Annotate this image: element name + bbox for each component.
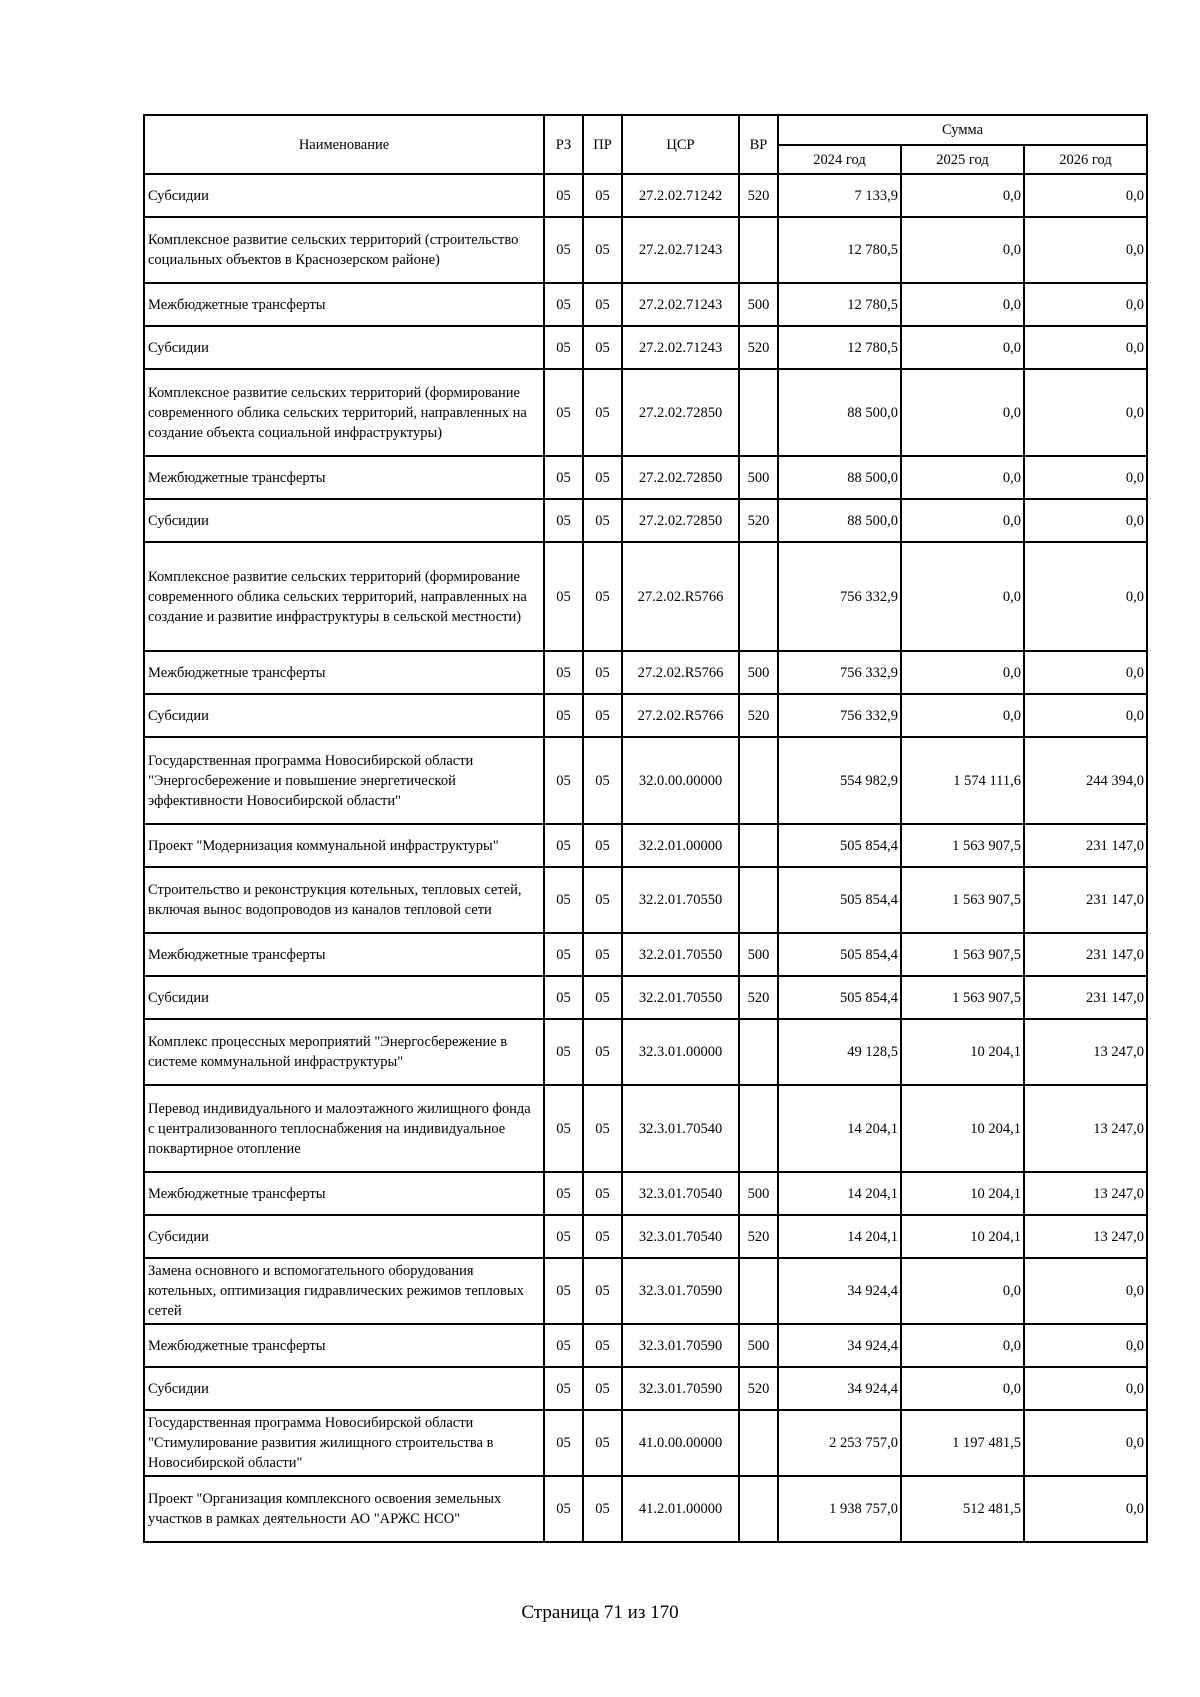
table-row [144, 499, 1147, 542]
cell-2026: 13 247,0 [1024, 1172, 1147, 1215]
cell-name: Межбюджетные трансферты [144, 456, 544, 499]
cell-pr: 05 [583, 369, 622, 456]
table-row [144, 1019, 1147, 1085]
table-row [144, 694, 1147, 737]
cell-csr: 27.2.02.R5766 [622, 694, 739, 737]
cell-vr [739, 217, 778, 283]
cell-2026: 231 147,0 [1024, 824, 1147, 867]
cell-csr: 27.2.02.R5766 [622, 542, 739, 651]
cell-name: Перевод индивидуального и малоэтажного жилищного фонда с централизованного теплоснабжения на индивидуальное поквартирное отопление [144, 1085, 544, 1172]
cell-2026: 0,0 [1024, 1258, 1147, 1324]
cell-pr: 05 [583, 737, 622, 824]
cell-vr: 520 [739, 976, 778, 1019]
cell-rz: 05 [544, 737, 583, 824]
table-row [144, 1476, 1147, 1542]
cell-2026: 0,0 [1024, 694, 1147, 737]
cell-name: Проект "Организация комплексного освоения земельных участков в рамках деятельности АО "АРЖС НСО" [144, 1476, 544, 1542]
table-row [144, 542, 1147, 651]
cell-rz: 05 [544, 933, 583, 976]
cell-2024: 88 500,0 [778, 499, 901, 542]
cell-csr: 32.0.00.00000 [622, 737, 739, 824]
cell-2026: 0,0 [1024, 1410, 1147, 1476]
cell-2024: 34 924,4 [778, 1367, 901, 1410]
cell-csr: 32.3.01.00000 [622, 1019, 739, 1085]
cell-2026: 13 247,0 [1024, 1085, 1147, 1172]
cell-2025: 0,0 [901, 1258, 1024, 1324]
cell-2025: 1 563 907,5 [901, 976, 1024, 1019]
cell-vr: 500 [739, 456, 778, 499]
table-row [144, 326, 1147, 369]
cell-csr: 27.2.02.71243 [622, 283, 739, 326]
cell-2026: 0,0 [1024, 456, 1147, 499]
cell-2025: 0,0 [901, 456, 1024, 499]
budget-table-page [143, 114, 1146, 1543]
cell-2024: 34 924,4 [778, 1324, 901, 1367]
cell-2026: 0,0 [1024, 217, 1147, 283]
cell-rz: 05 [544, 1410, 583, 1476]
cell-2024: 505 854,4 [778, 933, 901, 976]
cell-vr: 520 [739, 694, 778, 737]
cell-rz: 05 [544, 174, 583, 217]
cell-2025: 0,0 [901, 1367, 1024, 1410]
cell-2026: 0,0 [1024, 283, 1147, 326]
cell-2026: 0,0 [1024, 369, 1147, 456]
cell-2025: 1 563 907,5 [901, 933, 1024, 976]
cell-2025: 0,0 [901, 326, 1024, 369]
cell-pr: 05 [583, 1324, 622, 1367]
cell-vr: 520 [739, 1367, 778, 1410]
cell-vr: 520 [739, 499, 778, 542]
cell-name: Субсидии [144, 694, 544, 737]
cell-rz: 05 [544, 456, 583, 499]
cell-pr: 05 [583, 499, 622, 542]
cell-2025: 0,0 [901, 217, 1024, 283]
cell-rz: 05 [544, 1367, 583, 1410]
cell-2026: 0,0 [1024, 1476, 1147, 1542]
cell-rz: 05 [544, 283, 583, 326]
cell-2024: 7 133,9 [778, 174, 901, 217]
table-row [144, 933, 1147, 976]
cell-csr: 32.2.01.00000 [622, 824, 739, 867]
cell-2026: 231 147,0 [1024, 867, 1147, 933]
cell-pr: 05 [583, 1410, 622, 1476]
cell-csr: 27.2.02.71242 [622, 174, 739, 217]
cell-csr: 27.2.02.71243 [622, 217, 739, 283]
cell-name: Комплексное развитие сельских территорий (формирование современного облика сельских территорий, направленных на создание объекта социальной инфраструктуры) [144, 369, 544, 456]
table-row [144, 369, 1147, 456]
cell-pr: 05 [583, 1215, 622, 1258]
cell-2025: 0,0 [901, 283, 1024, 326]
cell-2026: 0,0 [1024, 326, 1147, 369]
cell-2025: 0,0 [901, 369, 1024, 456]
cell-2024: 12 780,5 [778, 326, 901, 369]
cell-2025: 0,0 [901, 1324, 1024, 1367]
cell-rz: 05 [544, 824, 583, 867]
cell-pr: 05 [583, 694, 622, 737]
cell-2024: 88 500,0 [778, 369, 901, 456]
cell-rz: 05 [544, 651, 583, 694]
cell-vr [739, 1476, 778, 1542]
cell-2024: 49 128,5 [778, 1019, 901, 1085]
cell-rz: 05 [544, 867, 583, 933]
cell-2026: 0,0 [1024, 651, 1147, 694]
cell-rz: 05 [544, 694, 583, 737]
page-number: Страница 71 из 170 [521, 1602, 679, 1623]
cell-csr: 32.3.01.70540 [622, 1172, 739, 1215]
cell-pr: 05 [583, 933, 622, 976]
cell-2024: 505 854,4 [778, 824, 901, 867]
cell-name: Межбюджетные трансферты [144, 1172, 544, 1215]
cell-csr: 27.2.02.72850 [622, 369, 739, 456]
table-row [144, 867, 1147, 933]
cell-2025: 0,0 [901, 651, 1024, 694]
cell-pr: 05 [583, 1258, 622, 1324]
header-year-2026: 2026 год [1024, 145, 1147, 174]
cell-2024: 34 924,4 [778, 1258, 901, 1324]
header-sum: Сумма [778, 115, 1147, 145]
cell-csr: 32.2.01.70550 [622, 976, 739, 1019]
header-rz: РЗ [544, 115, 583, 174]
cell-2024: 756 332,9 [778, 542, 901, 651]
cell-name: Межбюджетные трансферты [144, 651, 544, 694]
cell-2025: 0,0 [901, 174, 1024, 217]
cell-rz: 05 [544, 326, 583, 369]
header-year-2024: 2024 год [778, 145, 901, 174]
table-row [144, 217, 1147, 283]
cell-rz: 05 [544, 1085, 583, 1172]
table-row [144, 1258, 1147, 1324]
cell-name: Межбюджетные трансферты [144, 933, 544, 976]
cell-vr: 500 [739, 933, 778, 976]
cell-2024: 12 780,5 [778, 217, 901, 283]
header-pr: ПР [583, 115, 622, 174]
cell-name: Межбюджетные трансферты [144, 1324, 544, 1367]
cell-2026: 244 394,0 [1024, 737, 1147, 824]
table-row [144, 737, 1147, 824]
cell-name: Государственная программа Новосибирской области "Энергосбережение и повышение энергетической эффективности Новосибирской области" [144, 737, 544, 824]
cell-pr: 05 [583, 651, 622, 694]
cell-2024: 2 253 757,0 [778, 1410, 901, 1476]
cell-2026: 0,0 [1024, 542, 1147, 651]
cell-vr: 520 [739, 326, 778, 369]
cell-name: Комплексное развитие сельских территорий (формирование современного облика сельских территорий, направленных на создание и развитие инфраструктуры в сельской местности) [144, 542, 544, 651]
cell-2025: 10 204,1 [901, 1215, 1024, 1258]
cell-rz: 05 [544, 1019, 583, 1085]
cell-csr: 32.2.01.70550 [622, 867, 739, 933]
cell-csr: 27.2.02.71243 [622, 326, 739, 369]
cell-2025: 1 563 907,5 [901, 867, 1024, 933]
header-vr: ВР [739, 115, 778, 174]
table-row [144, 456, 1147, 499]
cell-rz: 05 [544, 1215, 583, 1258]
cell-pr: 05 [583, 174, 622, 217]
table-row [144, 1172, 1147, 1215]
cell-name: Межбюджетные трансферты [144, 283, 544, 326]
cell-rz: 05 [544, 1258, 583, 1324]
cell-vr [739, 1019, 778, 1085]
cell-2024: 505 854,4 [778, 976, 901, 1019]
cell-csr: 32.3.01.70540 [622, 1085, 739, 1172]
cell-2025: 1 197 481,5 [901, 1410, 1024, 1476]
table-row [144, 283, 1147, 326]
cell-vr [739, 1085, 778, 1172]
cell-name: Государственная программа Новосибирской области "Стимулирование развития жилищного строительства в Новосибирской области" [144, 1410, 544, 1476]
header-csr: ЦСР [622, 115, 739, 174]
cell-csr: 41.2.01.00000 [622, 1476, 739, 1542]
table-row [144, 1367, 1147, 1410]
cell-2025: 1 574 111,6 [901, 737, 1024, 824]
cell-name: Комплекс процессных мероприятий "Энергосбережение в системе коммунальной инфраструктуры" [144, 1019, 544, 1085]
header-year-2025: 2025 год [901, 145, 1024, 174]
cell-rz: 05 [544, 499, 583, 542]
cell-pr: 05 [583, 217, 622, 283]
cell-2024: 756 332,9 [778, 694, 901, 737]
cell-csr: 27.2.02.72850 [622, 499, 739, 542]
cell-vr: 520 [739, 174, 778, 217]
cell-vr [739, 867, 778, 933]
cell-vr [739, 542, 778, 651]
cell-name: Субсидии [144, 976, 544, 1019]
cell-csr: 32.3.01.70590 [622, 1258, 739, 1324]
cell-2026: 0,0 [1024, 499, 1147, 542]
cell-name: Комплексное развитие сельских территорий (строительство социальных объектов в Краснозерском районе) [144, 217, 544, 283]
cell-pr: 05 [583, 824, 622, 867]
cell-name: Субсидии [144, 1367, 544, 1410]
cell-pr: 05 [583, 1019, 622, 1085]
cell-2024: 756 332,9 [778, 651, 901, 694]
cell-csr: 32.2.01.70550 [622, 933, 739, 976]
cell-pr: 05 [583, 283, 622, 326]
cell-pr: 05 [583, 1367, 622, 1410]
cell-rz: 05 [544, 1476, 583, 1542]
cell-csr: 27.2.02.R5766 [622, 651, 739, 694]
cell-pr: 05 [583, 1476, 622, 1542]
table-row [144, 1215, 1147, 1258]
cell-csr: 32.3.01.70590 [622, 1324, 739, 1367]
cell-name: Субсидии [144, 174, 544, 217]
cell-vr [739, 1258, 778, 1324]
budget-table [143, 114, 1148, 1543]
cell-name: Субсидии [144, 326, 544, 369]
cell-2026: 13 247,0 [1024, 1019, 1147, 1085]
cell-vr [739, 737, 778, 824]
table-row [144, 824, 1147, 867]
cell-vr [739, 824, 778, 867]
cell-pr: 05 [583, 542, 622, 651]
table-row [144, 1410, 1147, 1476]
cell-2026: 231 147,0 [1024, 976, 1147, 1019]
cell-2025: 0,0 [901, 694, 1024, 737]
cell-2025: 0,0 [901, 499, 1024, 542]
table-row [144, 174, 1147, 217]
cell-2026: 231 147,0 [1024, 933, 1147, 976]
cell-rz: 05 [544, 217, 583, 283]
cell-csr: 41.0.00.00000 [622, 1410, 739, 1476]
cell-name: Субсидии [144, 1215, 544, 1258]
cell-vr [739, 1410, 778, 1476]
cell-2024: 14 204,1 [778, 1172, 901, 1215]
cell-2024: 505 854,4 [778, 867, 901, 933]
cell-pr: 05 [583, 976, 622, 1019]
cell-rz: 05 [544, 369, 583, 456]
cell-2026: 0,0 [1024, 1324, 1147, 1367]
cell-rz: 05 [544, 1324, 583, 1367]
cell-2025: 10 204,1 [901, 1019, 1024, 1085]
cell-vr: 520 [739, 1215, 778, 1258]
cell-2025: 512 481,5 [901, 1476, 1024, 1542]
cell-2024: 1 938 757,0 [778, 1476, 901, 1542]
header-name: Наименование [144, 115, 544, 174]
table-row [144, 976, 1147, 1019]
cell-pr: 05 [583, 1085, 622, 1172]
cell-2025: 10 204,1 [901, 1172, 1024, 1215]
cell-2024: 14 204,1 [778, 1215, 901, 1258]
cell-pr: 05 [583, 456, 622, 499]
cell-vr: 500 [739, 283, 778, 326]
cell-2026: 13 247,0 [1024, 1215, 1147, 1258]
cell-pr: 05 [583, 326, 622, 369]
cell-name: Строительство и реконструкция котельных, тепловых сетей, включая вынос водопроводов из каналов тепловой сети [144, 867, 544, 933]
cell-csr: 27.2.02.72850 [622, 456, 739, 499]
cell-vr: 500 [739, 651, 778, 694]
cell-2024: 12 780,5 [778, 283, 901, 326]
cell-pr: 05 [583, 867, 622, 933]
cell-csr: 32.3.01.70590 [622, 1367, 739, 1410]
cell-rz: 05 [544, 542, 583, 651]
table-row [144, 651, 1147, 694]
cell-vr: 500 [739, 1172, 778, 1215]
cell-rz: 05 [544, 976, 583, 1019]
cell-name: Проект "Модернизация коммунальной инфраструктуры" [144, 824, 544, 867]
cell-vr: 500 [739, 1324, 778, 1367]
cell-2024: 14 204,1 [778, 1085, 901, 1172]
cell-2026: 0,0 [1024, 1367, 1147, 1410]
cell-rz: 05 [544, 1172, 583, 1215]
cell-2025: 1 563 907,5 [901, 824, 1024, 867]
cell-2025: 0,0 [901, 542, 1024, 651]
cell-2024: 88 500,0 [778, 456, 901, 499]
table-row [144, 1324, 1147, 1367]
cell-vr [739, 369, 778, 456]
cell-pr: 05 [583, 1172, 622, 1215]
table-row [144, 1085, 1147, 1172]
cell-2024: 554 982,9 [778, 737, 901, 824]
cell-2026: 0,0 [1024, 174, 1147, 217]
cell-2025: 10 204,1 [901, 1085, 1024, 1172]
table-body [144, 174, 1147, 1542]
cell-name: Субсидии [144, 499, 544, 542]
cell-name: Замена основного и вспомогательного оборудования котельных, оптимизация гидравлических режимов тепловых сетей [144, 1258, 544, 1324]
cell-csr: 32.3.01.70540 [622, 1215, 739, 1258]
